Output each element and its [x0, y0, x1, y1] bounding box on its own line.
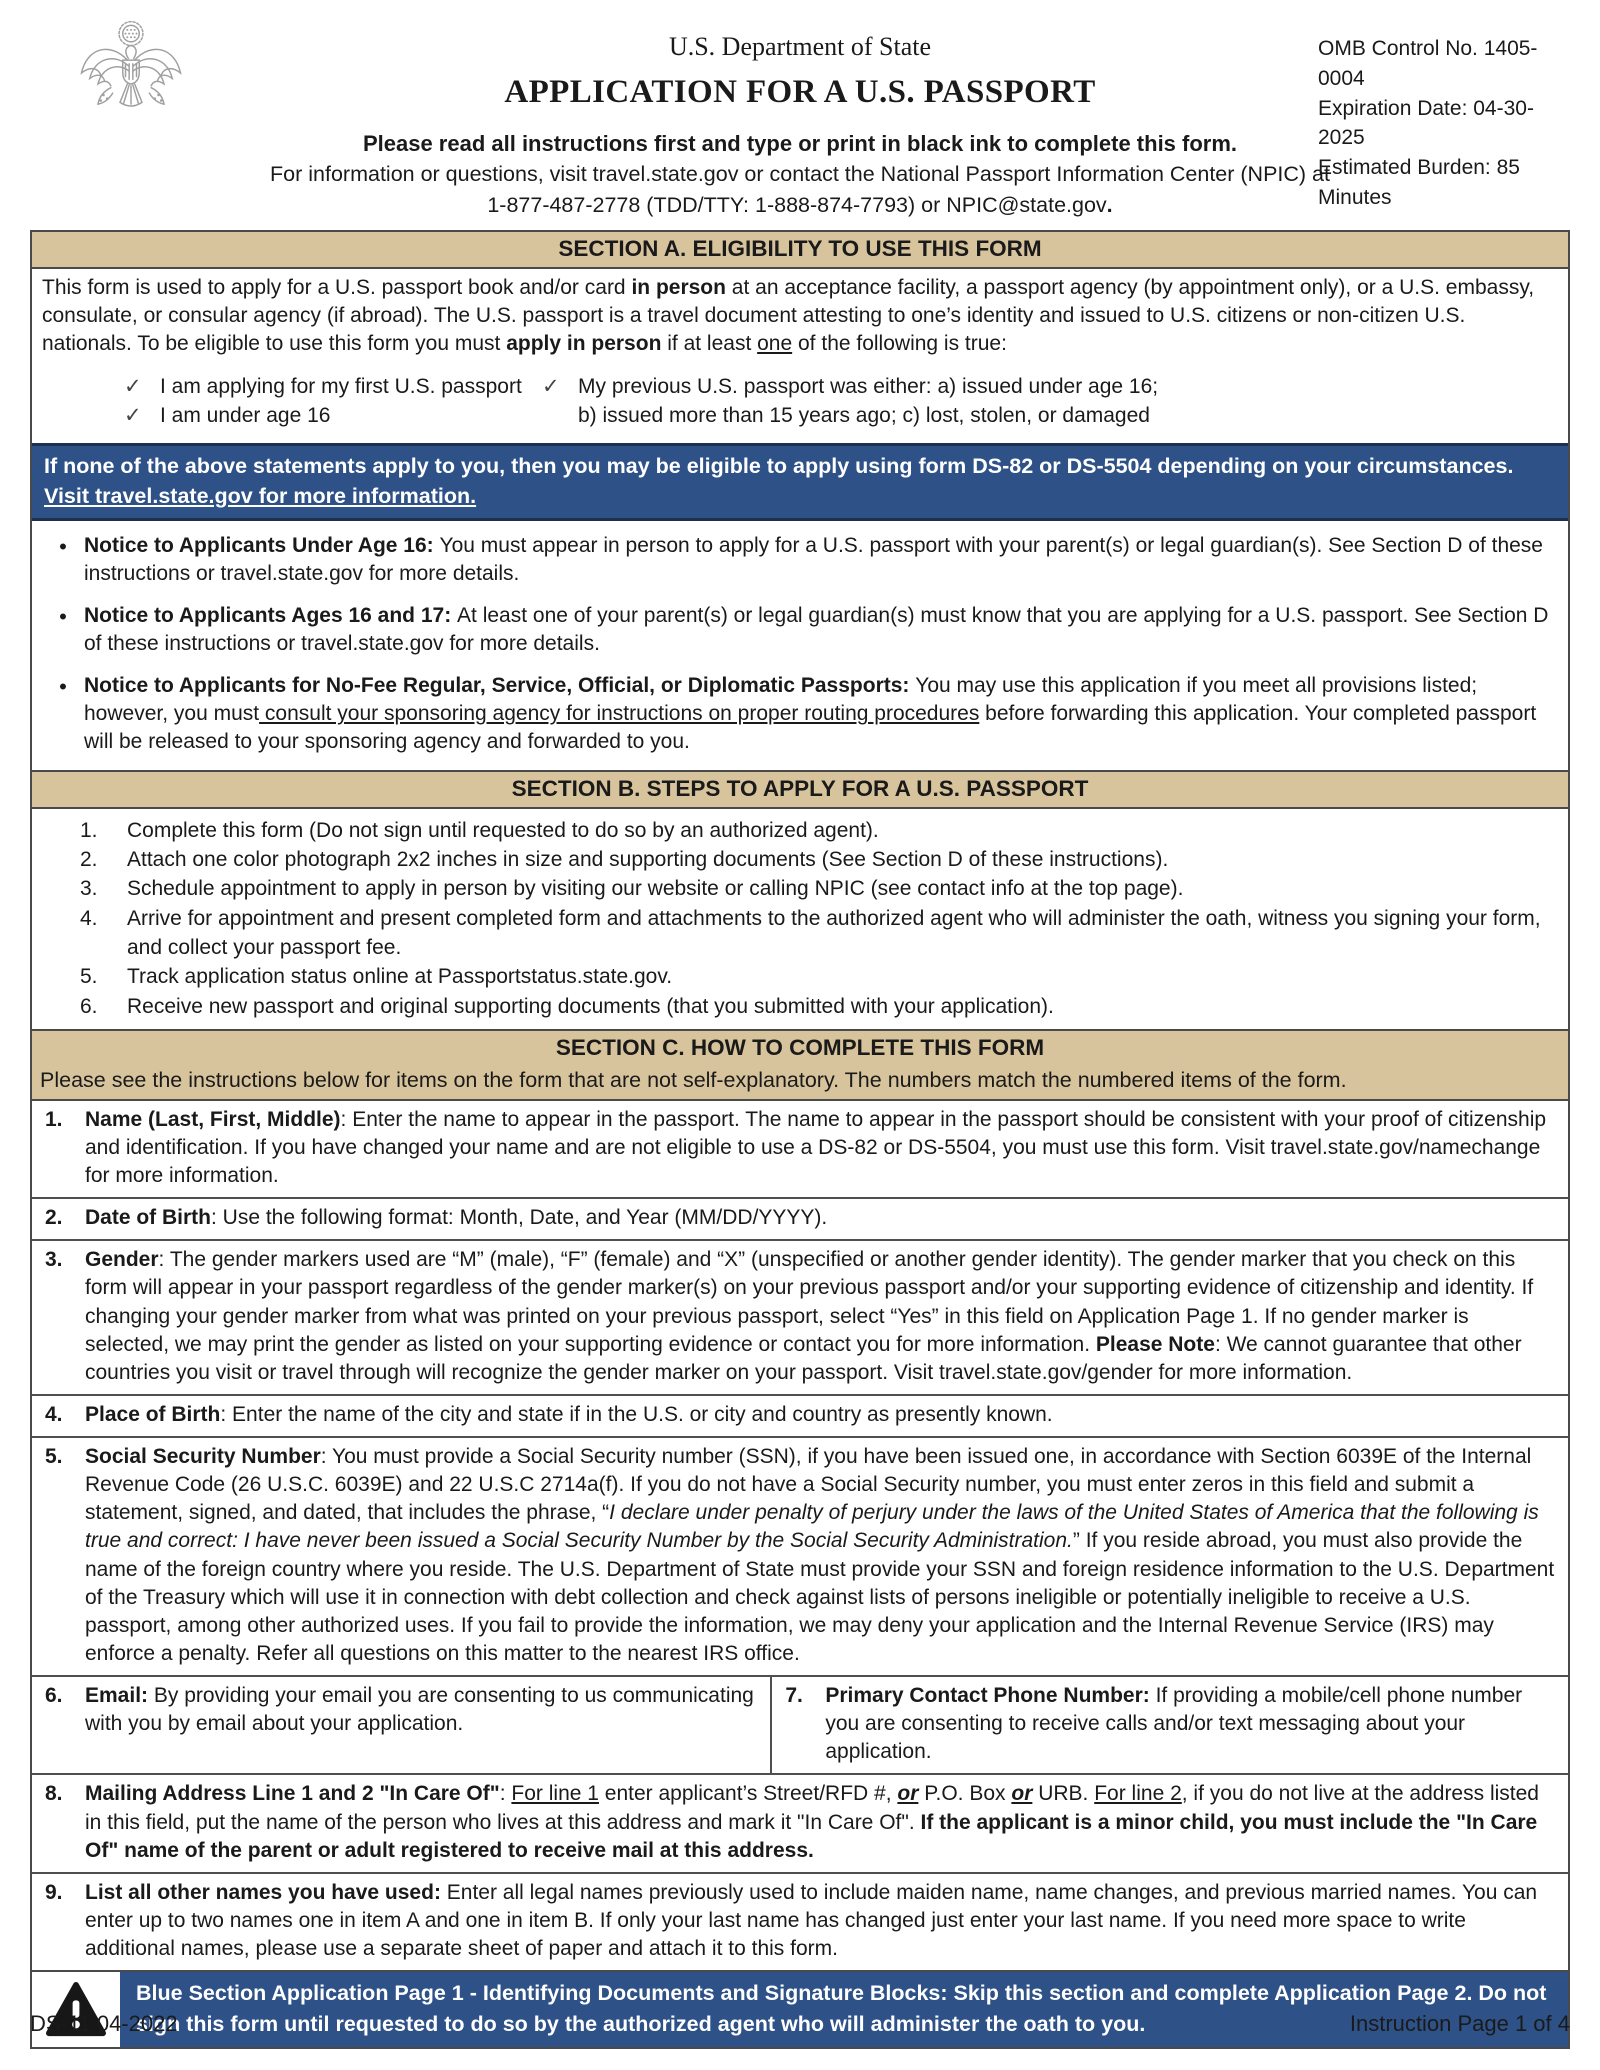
check-icon: ✓ [124, 374, 142, 398]
omb-control-number: OMB Control No. 1405-0004 [1318, 37, 1538, 90]
check-icon: ✓ [124, 403, 142, 427]
omb-block [1318, 34, 1568, 213]
notice-ages-16-17: • Notice to Applicants Ages 16 and 17: At least one of your parent(s) or legal guardian(s) must know that you are applying for a U.S. passport. See Section D of these instructions or travel.state.gov for more details. [42, 602, 1552, 658]
bullet-icon: • [59, 603, 67, 629]
ds82-eligibility-banner: If none of the above statements apply to you, then you may be eligible to apply using form DS-82 or DS-5504 depending on your circumstances. Visit travel.state.gov for more information. [32, 443, 1568, 521]
checklist-item: ✓ My previous U.S. passport was either: a) issued under age 16; [542, 373, 1556, 402]
step-5: 5. Track application status online at Passportstatus.state.gov. [80, 965, 673, 989]
item-2-date-of-birth: 2. Date of Birth: Use the following format: Month, Date, and Year (MM/DD/YYYY). [32, 1197, 1568, 1239]
form-number: DS-11 04-2022 [30, 2010, 178, 2036]
item-5-ssn: 5. Social Security Number: You must provide a Social Security number (SSN), if you have been issued one, in accordance with Section 6039E of the Internal Revenue Code (26 U.S.C. 6039E) and 22 U.S.C 2714a(f). If you do not have a Social Security number, you must enter zeros in this field and submit a statement, signed, and dated, that includes the phrase, “I declare under penalty of perjury under the laws of the United States of America that the following is true and correct: I have never been issued a Social Security Number by the Social Security Administration.” If you reside abroad, you must also provide the name of the foreign country where you reside. The U.S. Department of State must provide your SSN and foreign residence information to the U.S. Department of the Treasury which will use it in connection with debt collection and check against lists of persons ineligible or potentially ineligible to receive a U.S. passport, among other authorized uses. If you fail to provide the information, we may deny your application and the Internal Revenue Service (IRS) may enforce a penalty. Refer all questions on this matter to the nearest IRS office. [32, 1436, 1568, 1675]
section-c-header: SECTION C. HOW TO COMPLETE THIS FORM [32, 1029, 1568, 1066]
step-6: 6. Receive new passport and original supporting documents (that you submitted with your application). [80, 994, 1054, 1018]
step-2: 2. Attach one color photograph 2x2 inches in size and supporting documents (See Section D of these instructions). [80, 847, 1169, 871]
step-4: 4. Arrive for appointment and present completed form and attachments to the authorized agent who will administer the oath, witness you signing your form, and collect your passport fee. [80, 906, 1541, 960]
page-number: Instruction Page 1 of 4 [1349, 2010, 1570, 2036]
items-6-7-row [32, 1675, 1568, 1773]
section-c-subtitle: Please see the instructions below for items on the form that are not self-explanatory. The numbers match the numbered items of the form. [32, 1066, 1568, 1101]
page [30, 16, 1570, 2049]
item-7-phone: 7. Primary Contact Phone Number: If providing a mobile/cell phone number you are consenting to receive calls and/or text messaging about your application. [785, 1684, 1523, 1764]
notice-under-16: • Notice to Applicants Under Age 16: You must appear in person to apply for a U.S. passport with your parent(s) or legal guardian(s). See Section D of these instructions or travel.state.gov for more details. [42, 532, 1552, 588]
expiration-date: Expiration Date: 04-30-2025 [1318, 96, 1534, 150]
item-4-place-of-birth: 4. Place of Birth: Enter the name of the city and state if in the U.S. or city and country as presently known. [32, 1394, 1568, 1436]
section-b-header: SECTION B. STEPS TO APPLY FOR A U.S. PASSPORT [32, 770, 1568, 809]
item-6-email: 6. Email: By providing your email you are consenting to us communicating with you by email about your application. [32, 1677, 772, 1773]
item-8-mailing-address: 8. Mailing Address Line 1 and 2 "In Care Of": For line 1 enter applicant’s Street/RFD #, or P.O. Box or URB. For line 2, if you do not live at the address listed in this field, put the name of the person who lives at this address and mark it "In Care Of". If the applicant is a minor child, you must include the "In Care Of" name of the parent or adult registered to receive mail at this address. [32, 1773, 1568, 1871]
eligibility-checklist [42, 373, 1556, 431]
checklist-item-continuation: b) issued more than 15 years ago; c) lost, stolen, or damaged [578, 403, 1150, 427]
intro-instruction: Please read all instructions first and type or print in black ink to complete this form. [362, 131, 1238, 156]
page-footer [30, 2009, 1570, 2038]
instruction-table [30, 230, 1570, 2049]
item-1-name: 1. Name (Last, First, Middle): Enter the name to appear in the passport. The name to appear in the passport should be consistent with your proof of citizenship and identification. If you have changed your name and are not eligible to use a DS-82 or DS-5504, you must use this form. Visit travel.state.gov/namechange for more information. [45, 1107, 1547, 1188]
form-title: APPLICATION FOR A U.S. PASSPORT [504, 73, 1096, 110]
notice-no-fee-passports: • Notice to Applicants for No-Fee Regular, Service, Official, or Diplomatic Passports: You may use this application if you meet all provisions listed; however, you must consult your sponsoring agency for instructions on proper routing procedures before forwarding this application. Your completed passport will be released to your sponsoring agency and forwarded to you. [42, 672, 1552, 756]
bullet-icon: • [59, 674, 67, 700]
notices-list [32, 521, 1568, 770]
agency-name: U.S. Department of State [668, 32, 932, 61]
warning-text: Blue Section Application Page 1 - Identifying Documents and Signature Blocks: Skip this section and complete Application Page 2. Do not sign this form until requested to do so by the authorized agent who will administer the oath to you. [120, 1972, 1568, 2047]
section-a-body [32, 269, 1568, 443]
item-9-other-names: 9. List all other names you have used: Enter all legal names previously used to include maiden name, name changes, and previous married names. You can enter up to two names one in item A and one in item B. If only your last name has changed just enter your last name. If you need more space to write additional names, please use a separate sheet of paper and attach it to this form. [32, 1872, 1568, 1970]
section-b-steps [32, 809, 1568, 1030]
estimated-burden: Estimated Burden: 85 Minutes [1318, 156, 1520, 210]
intro-contact-line: For information or questions, visit travel.state.gov or contact the National Passport Information Center (NPIC) at [270, 162, 1330, 187]
section-a-intro: This form is used to apply for a U.S. passport book and/or card in person at an acceptance facility, a passport agency (by appointment only), or a U.S. embassy, consulate, or consular agency (if abroad). The U.S. passport is a travel document attesting to one’s identity and issued to U.S. citizens or non-citizen U.S. nationals. To be eligible to use this form you must apply in person if at least one of the following is true: [42, 275, 1535, 355]
step-3: 3. Schedule appointment to apply in person by visiting our website or calling NPIC (see contact info at the top page). [80, 877, 1184, 901]
checklist-item: ✓ I am under age 16 [124, 402, 542, 431]
item-3-gender: 3. Gender: The gender markers used are “M” (male), “F” (female) and “X” (unspecified or another gender identity). The gender marker that you check on this form will appear in your passport regardless of the gender marker(s) on your previous passport and/or your supporting evidence of citizenship and identity. If changing your gender marker from what was printed on your previous passport, select “Yes” in this field on Application Page 1. If no gender marker is selected, we may print the gender as listed on your supporting evidence or contact you for more information. Please Note: We cannot guarantee that other countries you visit or travel through will recognize the gender marker on your passport. Visit travel.state.gov/gender for more information. [32, 1239, 1568, 1394]
intro-phone-line: 1-877-487-2778 (TDD/TTY: 1-888-874-7793) or NPIC@state.gov. [487, 193, 1113, 218]
great-seal-eagle-logo [72, 18, 190, 128]
bullet-icon: • [59, 533, 67, 559]
section-a-header: SECTION A. ELIGIBILITY TO USE THIS FORM [32, 232, 1568, 269]
check-icon: ✓ [542, 374, 560, 398]
checklist-item: ✓ I am applying for my first U.S. passport [124, 373, 542, 402]
step-1: 1. Complete this form (Do not sign until requested to do so by an authorized agent). [80, 818, 879, 842]
